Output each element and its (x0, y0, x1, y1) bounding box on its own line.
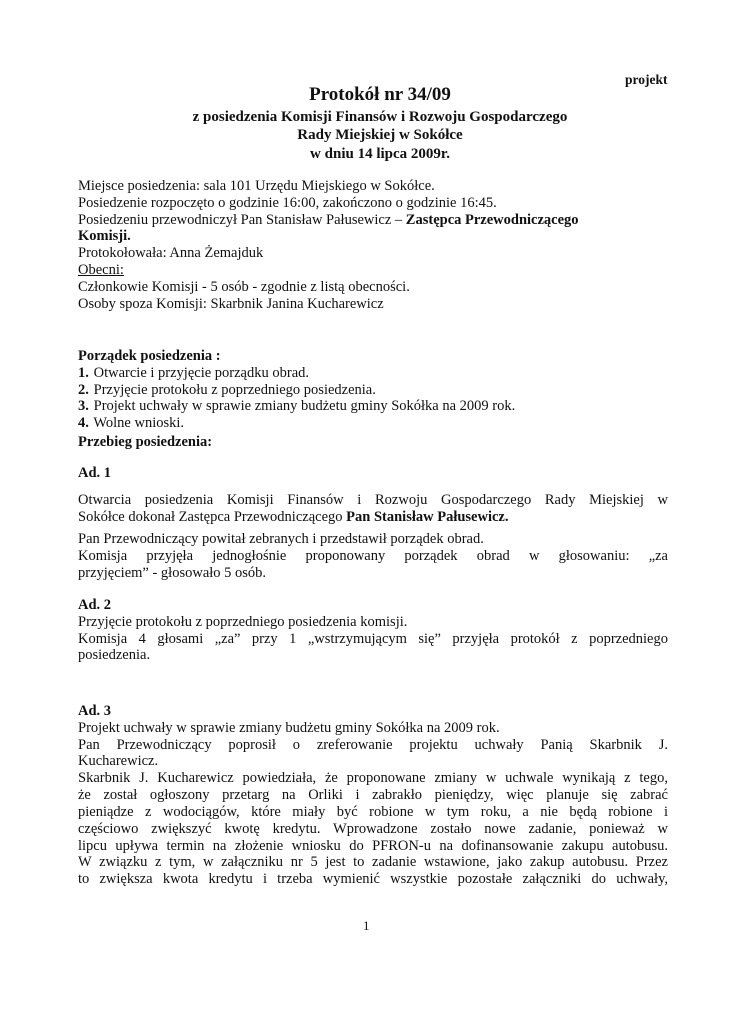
ad1-opening-text: Sokółce dokonał Zastępca Przewodniczącego (78, 508, 343, 525)
present-label-text: Obecni: (78, 262, 124, 279)
agenda-heading: Porządek posiedzenia : (78, 348, 221, 364)
ad3-label: Ad. 3 (78, 703, 112, 719)
present-label (78, 262, 668, 279)
draft-status-label: projekt (625, 72, 668, 87)
document-subtitle-date: w dniu 14 lipca 2009r. (310, 146, 450, 162)
ad3-paragraph-3-line: Skarbnik J. Kucharewicz powiedziała, że proponowane zmiany w uchwale wynikają z tego, (78, 770, 668, 787)
agenda-item-text: Otwarcie i przyjęcie porządku obrad. (93, 364, 310, 381)
meeting-recorder: Protokołowała: Anna Żemajduk (78, 245, 264, 262)
ad3-paragraph-3-line: że został ogłoszony przetarg na Orliki i zabrakło pieniędzy, więc planuje się zabrać (78, 787, 668, 804)
ad1-label: Ad. 1 (78, 465, 112, 481)
agenda-item-text: Przyjęcie protokołu z poprzedniego posiedzenia. (93, 381, 376, 398)
ad2-paragraph-2-line-1: Komisja 4 głosami „za” przy 1 „wstrzymującym się” przyjęła protokół z poprzedniego (78, 630, 668, 647)
ad3-paragraph-3-line: częściowo zwiększyć kwotę kredytu. Wprowadzone zostało nowe zadanie, ponieważ w (78, 820, 668, 837)
ad3-paragraph-1: Projekt uchwały w sprawie zmiany budżetu gminy Sokółka na 2009 rok. (78, 719, 500, 736)
ad3-paragraph-2-line-2: Kucharewicz. (78, 753, 159, 770)
ad1-chair-name: Pan Stanisław Pałusewicz. (346, 508, 509, 525)
meeting-chair-role-end: Komisji. (78, 228, 131, 245)
ad1-paragraph-3-line-2: przyjęciem” - głosowało 5 osób. (78, 565, 267, 582)
meeting-chair-role: Zastępca Przewodniczącego (405, 211, 579, 228)
ad1-paragraph-1-line-1: Otwarcia posiedzenia Komisji Finansów i Rozwoju Gospodarczego Rady Miejskiej w (78, 491, 668, 508)
meeting-chair (78, 212, 668, 229)
meeting-chair-text: Posiedzeniu przewodniczył Pan Stanisław Pałusewicz – (78, 211, 403, 228)
ad1-paragraph-2: Pan Przewodniczący powitał zebranych i przedstawił porządek obrad. (78, 531, 484, 548)
ad3-paragraph-3-line: lipcu upływa termin na złożenie wniosku do PFRON-u na dofinansowanie zakupu autobusu. (78, 837, 668, 854)
agenda-item (78, 415, 668, 432)
ad1-paragraph-1-line-2 (78, 509, 668, 526)
meeting-place: Miejsce posiedzenia: sala 101 Urzędu Miejskiego w Sokółce. (78, 178, 435, 194)
meeting-time: Posiedzenie rozpoczęto o godzinie 16:00, zakończono o godzinie 16:45. (78, 194, 497, 211)
agenda-item-number: 1. (78, 364, 89, 381)
document-subtitle-council: Rady Miejskiej w Sokółce (297, 127, 463, 143)
ad3-paragraph-3-line: pieniądze z wodociągów, które miały być robione w tym roku, a nie będą robione i (78, 803, 668, 820)
ad3-paragraph-2-line-1: Pan Przewodniczący poprosił o zreferowanie projektu uchwały Panią Skarbnik J. (78, 736, 668, 753)
present-others: Osoby spoza Komisji: Skarbnik Janina Kucharewicz (78, 295, 384, 312)
ad3-section (78, 703, 668, 888)
ad3-paragraph-3-line: to zwiększa kwota kredytu i trzeba wymienić wszystkie pozostałe załączniki do uchwały, (78, 871, 668, 888)
agenda (78, 348, 668, 451)
document-title: Protokół nr 34/09 (309, 84, 451, 105)
ad2-label: Ad. 2 (78, 597, 112, 613)
meeting-info (78, 178, 668, 313)
ad3-paragraph-3-line: W związku z tym, w załączniku nr 5 jest to zadanie wstawione, jako zakup autobusu. Przez (78, 854, 668, 871)
document-subtitle-committee: z posiedzenia Komisji Finansów i Rozwoju Gospodarczego (192, 109, 568, 125)
agenda-item (78, 398, 668, 415)
ad1-section (78, 465, 668, 582)
meeting-chair-role-cont (78, 228, 668, 245)
page-number: 1 (363, 918, 370, 933)
ad1-paragraph-3-line-1: Komisja przyjęła jednogłośnie proponowany porządek obrad w głosowaniu: „za (78, 548, 668, 565)
ad2-paragraph-2-line-2: posiedzenia. (78, 647, 151, 664)
agenda-item (78, 382, 668, 399)
agenda-item (78, 365, 668, 382)
agenda-item-text: Projekt uchwały w sprawie zmiany budżetu gminy Sokółka na 2009 rok. (93, 398, 516, 415)
ad2-section (78, 597, 668, 664)
course-heading: Przebieg posiedzenia: (78, 434, 213, 451)
agenda-item-number: 2. (78, 381, 89, 398)
agenda-item-text: Wolne wnioski. (93, 415, 185, 432)
agenda-item-number: 4. (78, 415, 89, 432)
agenda-item-number: 3. (78, 398, 89, 415)
present-members: Członkowie Komisji - 5 osób - zgodnie z listą obecności. (78, 278, 410, 295)
ad2-paragraph-1: Przyjęcie protokołu z poprzedniego posiedzenia komisji. (78, 613, 408, 630)
